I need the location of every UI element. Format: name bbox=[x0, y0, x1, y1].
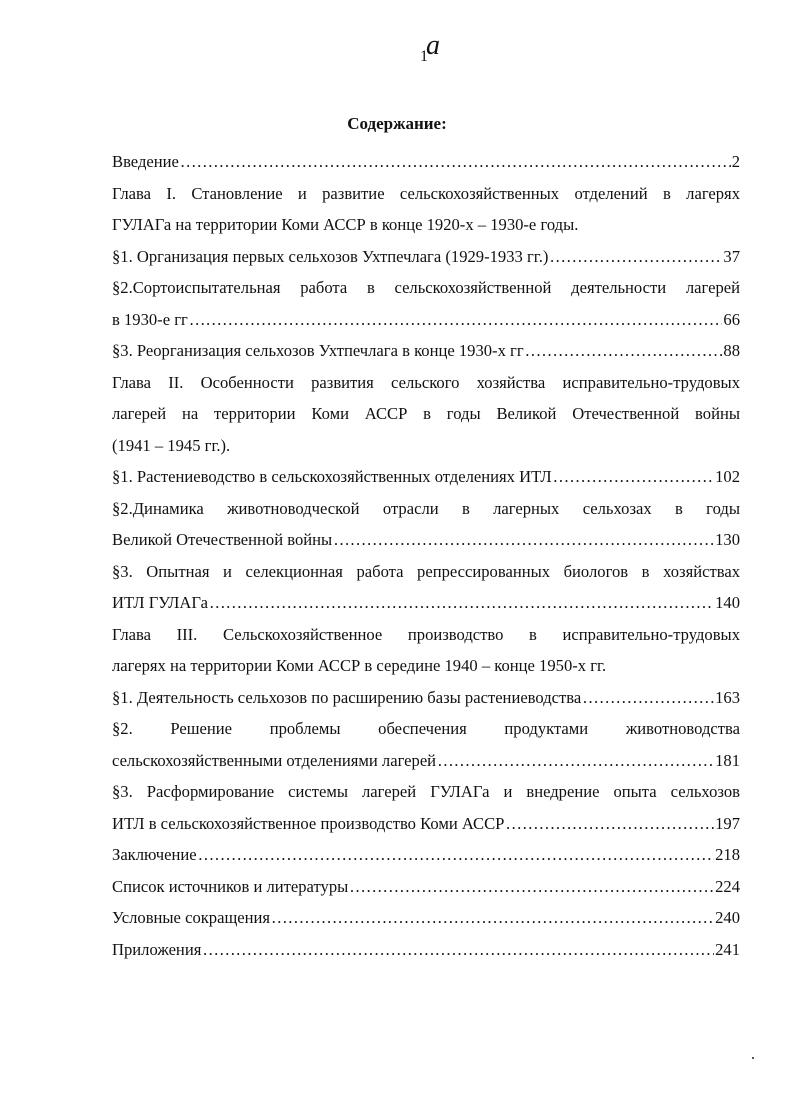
handwritten-mark: a bbox=[426, 30, 440, 61]
toc-entry-2-1[interactable] bbox=[112, 461, 740, 493]
toc-entry-text: (1941 – 1945 гг.). bbox=[112, 435, 231, 455]
toc-entry-label: сельскохозяйственными отделениями лагерей bbox=[112, 750, 437, 770]
scan-speck bbox=[752, 1057, 754, 1059]
leader-dots bbox=[553, 461, 714, 493]
toc-entry-abbreviations[interactable] bbox=[112, 902, 740, 934]
toc-entry-page: 2 bbox=[731, 152, 740, 171]
toc-entry-text: Глава II. Особенности развития сельского хозяйства исправительно-трудовых bbox=[112, 372, 740, 392]
toc-entry-2-2[interactable] bbox=[112, 524, 740, 556]
toc-entry-page: 181 bbox=[715, 750, 740, 770]
toc-entry-page: 218 bbox=[715, 845, 740, 864]
leader-dots bbox=[505, 808, 714, 840]
toc-entry-label: Условные сокращения bbox=[112, 908, 270, 927]
toc-entry-label: ИТЛ в сельскохозяйственное производство Коми АССР bbox=[112, 813, 505, 833]
toc-entry-label: §1. Деятельность сельхозов по расширению базы растениеводства bbox=[112, 687, 582, 707]
toc-entry-label: в 1930-е гг bbox=[112, 309, 188, 329]
toc-entry-label: §1. Организация первых сельхозов Ухтпечлага (1929-1933 гг.) bbox=[112, 246, 549, 266]
toc-entry-1-1[interactable] bbox=[112, 241, 740, 273]
toc-entry-page: 197 bbox=[715, 813, 740, 833]
toc-chapter-1-line-1[interactable] bbox=[112, 178, 740, 210]
toc-chapter-3-line-1[interactable] bbox=[112, 619, 740, 651]
toc-entry-3-3[interactable] bbox=[112, 808, 740, 840]
toc-entry-text: лагерях на территории Коми АССР в середине 1940 – конце 1950-х гг. bbox=[112, 656, 607, 675]
toc-entry-page: 102 bbox=[715, 467, 740, 486]
toc-entry-2-2-line-1[interactable] bbox=[112, 493, 740, 525]
toc-entry-page: 66 bbox=[723, 309, 740, 329]
toc-entry-appendices[interactable] bbox=[112, 934, 740, 966]
toc-entry-text: §3. Расформирование системы лагерей ГУЛАГа и внедрение опыта сельхозов bbox=[112, 782, 740, 801]
toc-entry-page: 140 bbox=[715, 593, 740, 612]
toc-entry-label: Введение bbox=[112, 152, 179, 171]
leader-dots bbox=[189, 304, 723, 336]
toc-chapter-2-line-2[interactable] bbox=[112, 398, 740, 430]
leader-dots bbox=[437, 745, 714, 777]
toc-entry-text: лагерей на территории Коми АССР в годы Великой Отечественной войны bbox=[112, 404, 740, 423]
toc-entry-page: 37 bbox=[723, 246, 740, 266]
toc-entry-label: Список источников и литературы bbox=[112, 876, 349, 896]
toc-entry-sources[interactable] bbox=[112, 871, 740, 903]
toc-entry-1-3[interactable] bbox=[112, 335, 740, 367]
toc-entry-page: 163 bbox=[715, 687, 740, 707]
toc-chapter-1-line-2[interactable] bbox=[112, 209, 740, 241]
leader-dots bbox=[525, 335, 723, 367]
toc-entry-3-3-line-1[interactable] bbox=[112, 776, 740, 808]
toc-entry-1-2[interactable] bbox=[112, 304, 740, 336]
toc-entry-label: Заключение bbox=[112, 845, 197, 864]
toc-entry-3-2-line-1[interactable] bbox=[112, 713, 740, 745]
toc-entry-page: 88 bbox=[723, 341, 740, 360]
toc-entry-text: §2.Сортоиспытательная работа в сельскохозяйственной деятельности лагерей bbox=[112, 278, 740, 297]
toc-entry-label: §1. Растениеводство в сельскохозяйственных отделениях ИТЛ bbox=[112, 467, 552, 486]
toc-entry-label: Приложения bbox=[112, 939, 202, 959]
toc-entry-1-2-line-1[interactable] bbox=[112, 272, 740, 304]
leader-dots bbox=[582, 682, 714, 714]
toc-entry-3-2[interactable] bbox=[112, 745, 740, 777]
toc-entry-text: §2. Решение проблемы обеспечения продуктами животноводства bbox=[112, 719, 740, 738]
toc-entry-text: Глава III. Сельскохозяйственное производство в исправительно-трудовых bbox=[112, 624, 740, 644]
toc-entry-page: 241 bbox=[715, 939, 740, 959]
page-number: 1 bbox=[420, 48, 428, 65]
toc-entry-text: ГУЛАГа на территории Коми АССР в конце 1920-х – 1930-е годы. bbox=[112, 215, 579, 234]
toc-entry-3-1[interactable] bbox=[112, 682, 740, 714]
leader-dots bbox=[209, 587, 714, 619]
toc-entry-page: 240 bbox=[715, 908, 740, 927]
toc-entry-2-3[interactable] bbox=[112, 587, 740, 619]
toc-chapter-2-line-3[interactable] bbox=[112, 430, 740, 462]
leader-dots bbox=[349, 871, 714, 903]
page-title: Содержание: bbox=[347, 114, 447, 133]
leader-dots bbox=[549, 241, 722, 273]
page-number-mark bbox=[420, 30, 460, 70]
leader-dots bbox=[271, 902, 714, 934]
toc-entry-2-3-line-1[interactable] bbox=[112, 556, 740, 588]
toc-chapter-3-line-2[interactable] bbox=[112, 650, 740, 682]
leader-dots bbox=[333, 524, 714, 556]
toc-entry-label: §3. Реорганизация сельхозов Ухтпечлага в конце 1930-х гг bbox=[112, 341, 524, 360]
toc-chapter-2-line-1[interactable] bbox=[112, 367, 740, 399]
toc-entry-text: Глава I. Становление и развитие сельскохозяйственных отделений в лагерях bbox=[112, 183, 740, 203]
toc-entry-introduction[interactable] bbox=[112, 146, 740, 178]
leader-dots bbox=[180, 146, 731, 178]
toc-entry-conclusion[interactable] bbox=[112, 839, 740, 871]
leader-dots bbox=[202, 934, 714, 966]
toc-entry-label: ИТЛ ГУЛАГа bbox=[112, 593, 208, 612]
toc-entry-text: §2.Динамика животноводческой отрасли в лагерных сельхозах в годы bbox=[112, 498, 740, 518]
table-of-contents bbox=[112, 146, 740, 965]
toc-entry-text: §3. Опытная и селекционная работа репрессированных биологов в хозяйствах bbox=[112, 561, 740, 581]
toc-entry-label: Великой Отечественной войны bbox=[112, 530, 333, 549]
toc-entry-page: 224 bbox=[715, 876, 740, 896]
toc-entry-page: 130 bbox=[715, 530, 740, 549]
leader-dots bbox=[198, 839, 714, 871]
